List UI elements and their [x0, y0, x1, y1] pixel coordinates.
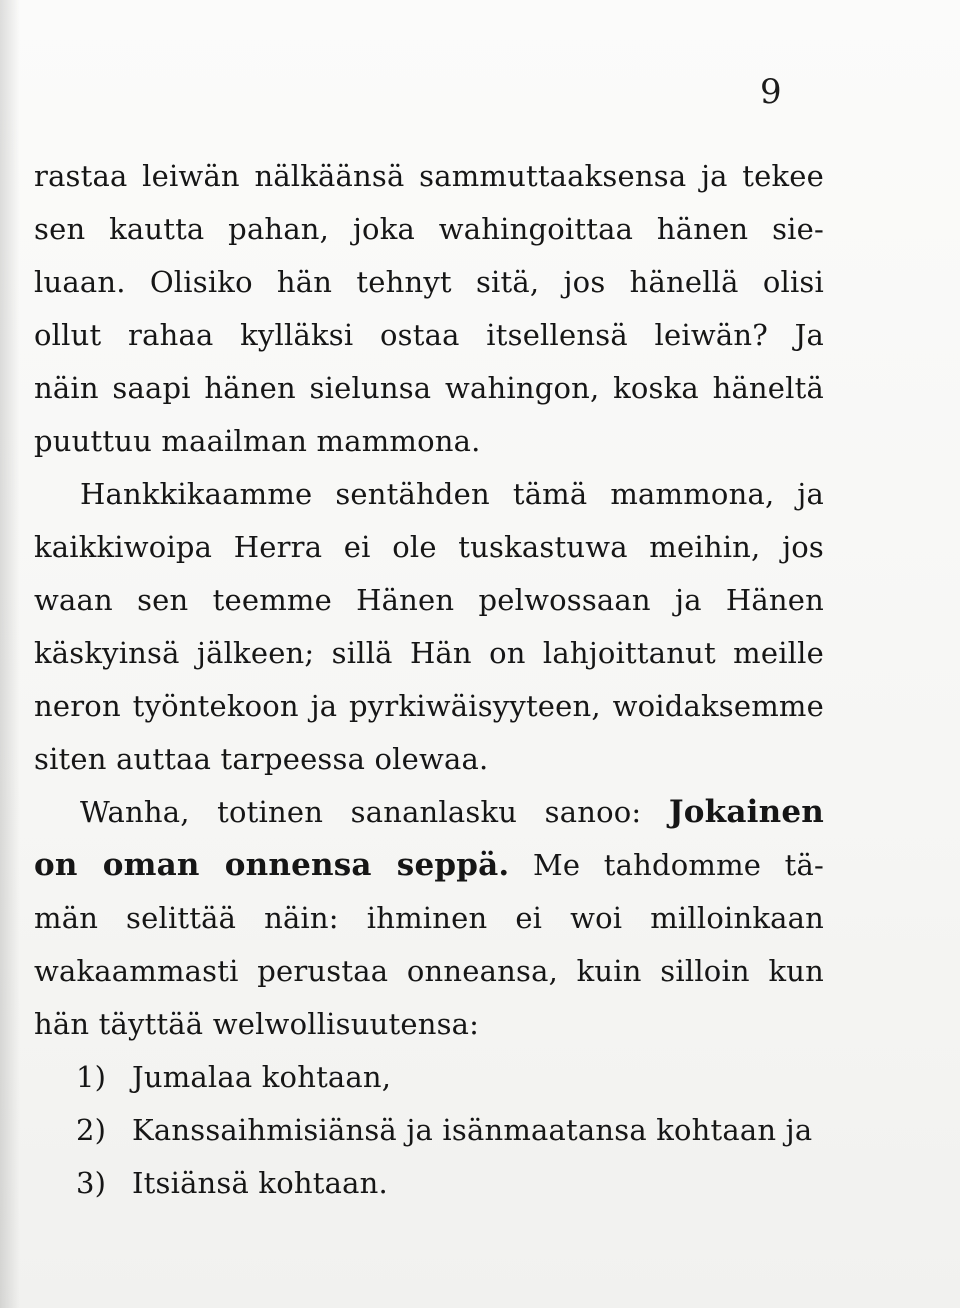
text-line: waan sen teemme Hänen pelwossaan ja Hänen [34, 583, 824, 617]
page-edge-shadow [0, 0, 20, 1308]
list-item [34, 1104, 824, 1157]
text-line: sen kautta pahan, joka wahingoittaa hänen sie- [34, 212, 824, 246]
text-line: näin saapi hänen sielunsa wahingon, koska häneltä [34, 371, 824, 405]
list-number: 3) [76, 1166, 107, 1200]
text-line: neron työntekoon ja pyrkiwäisyyteen, woidaksemme [34, 689, 824, 723]
text-line: siten auttaa tarpeessa olewaa. [34, 742, 489, 776]
text-line: luaan. Olisiko hän tehnyt sitä, jos hänellä olisi [34, 265, 824, 299]
proverb-bold-end: on oman onnensa seppä. [34, 847, 510, 883]
text-line [34, 839, 824, 892]
proverb-bold-start: Jokainen [668, 794, 824, 830]
page-number: 9 [760, 72, 782, 112]
text-line: ollut rahaa kylläksi ostaa itsellensä leiwän? Ja [34, 318, 824, 352]
list-text: Itsiänsä kohtaan. [132, 1166, 388, 1200]
text-line: män selittää näin: ihminen ei woi milloinkaan [34, 901, 824, 935]
text-line: hän täyttää welwollisuutensa: [34, 1007, 480, 1041]
body-text [34, 150, 824, 1210]
text-line: wakaammasti perustaa onneansa, kuin silloin kun [34, 954, 824, 988]
list-text: Jumalaa kohtaan, [132, 1060, 392, 1094]
text-line: Hankkikaamme sentähden tämä mammona, ja [80, 477, 824, 511]
text-line: kaikkiwoipa Herra ei ole tuskastuwa meihin, jos [34, 530, 824, 564]
list-item [34, 1051, 824, 1104]
proverb-intro: Wanha, totinen sananlasku sanoo: [80, 795, 642, 829]
list-text: Kanssaihmisiänsä ja isänmaatansa kohtaan ja [132, 1113, 813, 1147]
list-number: 2) [76, 1113, 107, 1147]
list-number: 1) [76, 1060, 107, 1094]
list-item [34, 1157, 824, 1210]
text-line [34, 786, 824, 839]
text-line: puuttuu maailman mammona. [34, 424, 481, 458]
text-line: rastaa leiwän nälkäänsä sammuttaaksensa ja tekee [34, 159, 824, 193]
text-line: käskyinsä jälkeen; sillä Hän on lahjoittanut meille [34, 636, 824, 670]
proverb-continuation: Me tahdomme tä- [532, 848, 825, 882]
